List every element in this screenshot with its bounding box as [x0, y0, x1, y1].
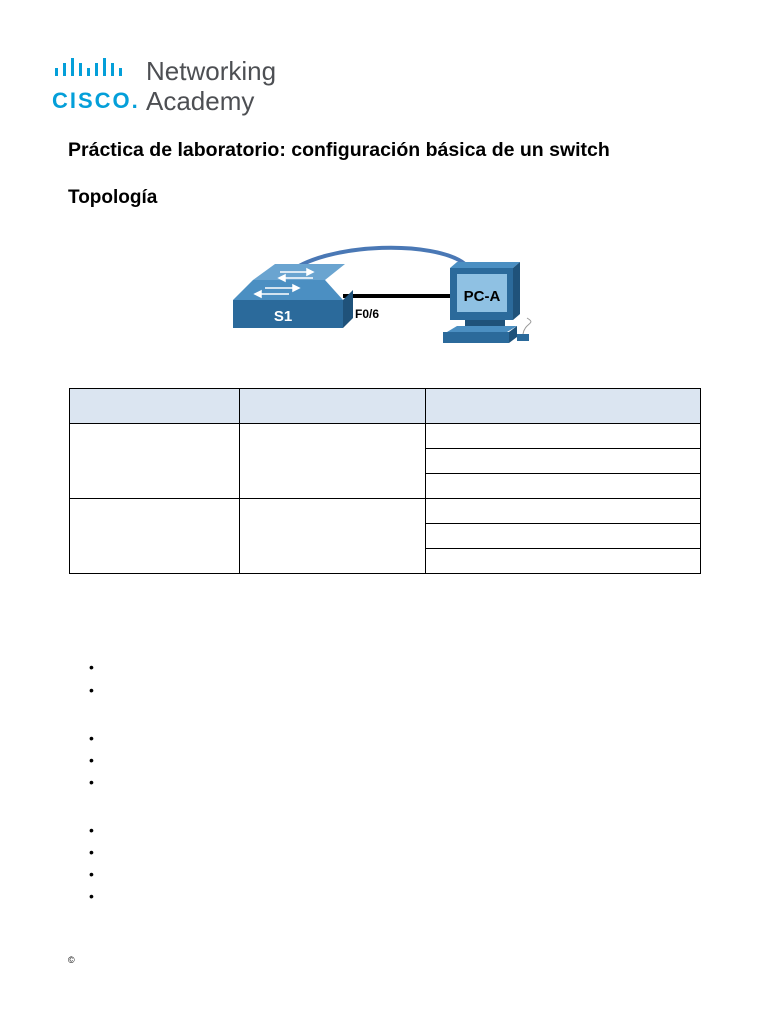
section-heading-topologia: Topología: [68, 187, 158, 208]
table-cell: [426, 424, 701, 449]
table-cell: [426, 524, 701, 549]
copyright-symbol: ©: [68, 955, 75, 965]
pc-label: PC-A: [463, 288, 501, 305]
table-cell: [240, 424, 426, 499]
logo-academy: Academy: [146, 86, 255, 116]
port-label: F0/6: [355, 307, 380, 321]
table-header-cell: [240, 389, 426, 424]
list-bullet: •: [89, 844, 94, 860]
list-bullet: •: [89, 888, 94, 904]
table-header-cell: [70, 389, 240, 424]
table-cell: [240, 499, 426, 574]
cisco-bars-icon: [55, 58, 122, 76]
table-cell: [70, 424, 240, 499]
switch-s1-icon: [233, 264, 353, 328]
list-bullet: •: [89, 822, 94, 838]
table-row: [70, 499, 701, 524]
table-row: [70, 424, 701, 449]
list-bullet: •: [89, 730, 94, 746]
table-cell: [426, 499, 701, 524]
addressing-table: [69, 388, 701, 574]
table-cell: [426, 449, 701, 474]
list-bullet: •: [89, 774, 94, 790]
cisco-wordmark: CISCO.: [52, 88, 140, 113]
logo-networking: Networking: [146, 58, 277, 86]
networking-academy-logo: [52, 58, 312, 118]
topology-diagram: [225, 242, 545, 352]
table-cell: [70, 499, 240, 574]
table-header-row: [70, 389, 701, 424]
page-title: Práctica de laboratorio: configuración básica de un switch: [68, 139, 610, 161]
list-bullet: •: [89, 682, 94, 698]
switch-label: S1: [273, 308, 293, 325]
list-bullet: •: [89, 866, 94, 882]
table-cell: [426, 549, 701, 574]
list-bullet: •: [89, 659, 94, 675]
table-header-cell: [426, 389, 701, 424]
list-bullet: •: [89, 752, 94, 768]
table-cell: [426, 474, 701, 499]
